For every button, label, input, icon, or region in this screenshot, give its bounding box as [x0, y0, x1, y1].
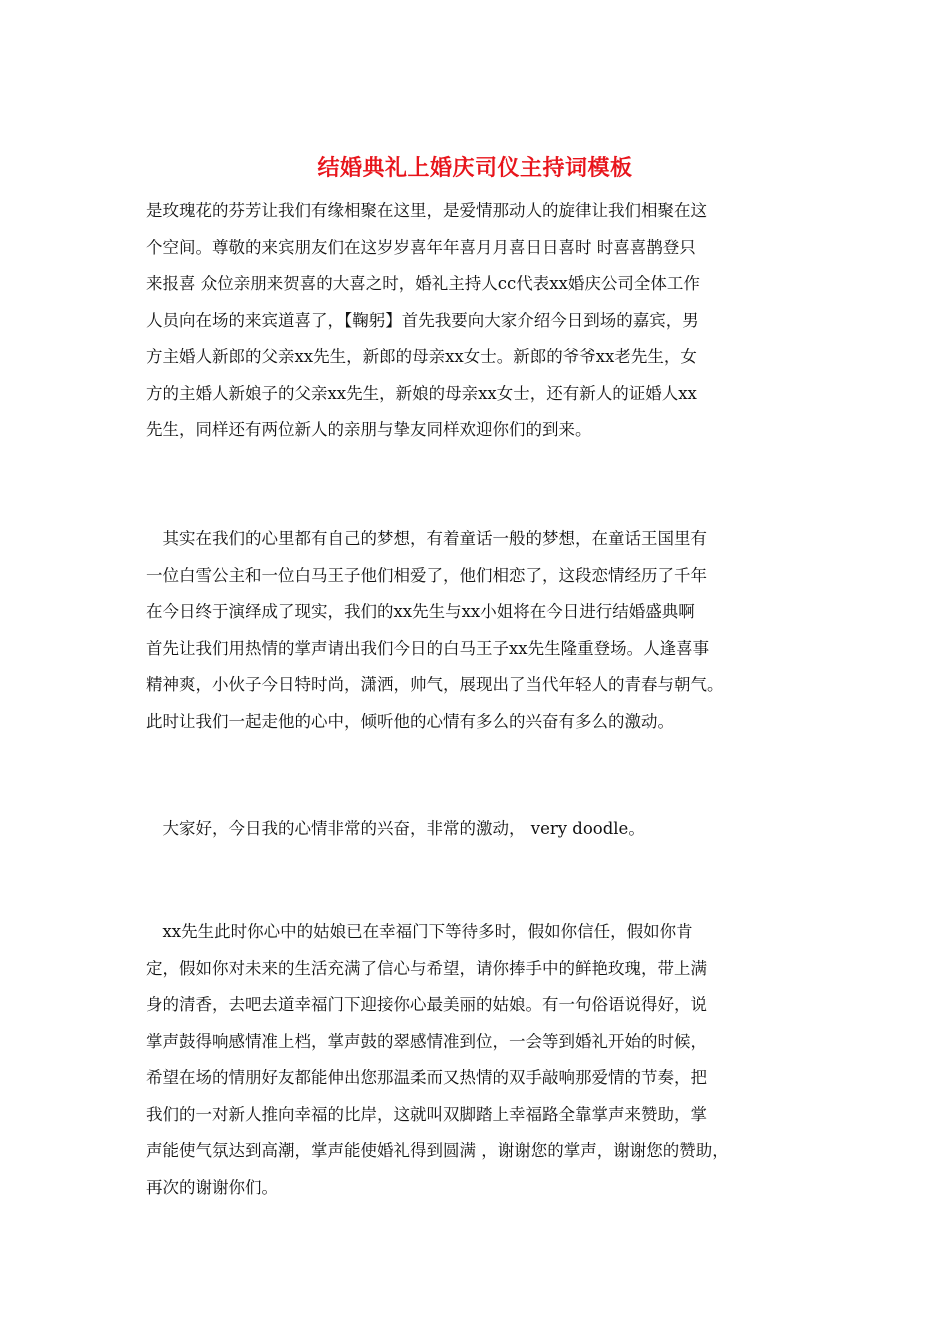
paragraph-line: 我们的一对新人推向幸福的比岸，这就叫双脚踏上幸福路全靠掌声来赞助，掌 [146, 1104, 707, 1124]
paragraph-4 [146, 914, 836, 1206]
paragraph-line: 精神爽，小伙子今日特时尚，潇洒，帅气，展现出了当代年轻人的青春与朝气。 [146, 675, 724, 694]
paragraph-line: 个空间。尊敬的来宾朋友们在这岁岁喜年年喜月月喜日日喜时 时喜喜鹊登只 [146, 237, 696, 257]
paragraph-line: 身的清香，去吧去道幸福门下迎接你心最美丽的姑娘。有一句俗语说得好，说 [146, 995, 707, 1014]
paragraph-line: 方的主婚人新娘子的父亲xx先生，新娘的母亲xx女士，还有新人的证婚人xx [146, 383, 697, 403]
paragraph-line: 先生，同样还有两位新人的亲朋与挚友同样欢迎你们的到来。 [146, 420, 592, 439]
paragraph-line: 是玫瑰花的芬芳让我们有缘相聚在这里，是爱情那动人的旋律让我们相聚在这 [146, 201, 707, 220]
paragraph-1 [146, 193, 836, 449]
document-title: 结婚典礼上婚庆司仪主持词模板 [317, 155, 633, 181]
paragraph-2 [146, 521, 836, 740]
paragraph-line: 大家好，今日我的心情非常的兴奋，非常的激动， very doodle。 [146, 819, 645, 838]
paragraph-3 [146, 811, 836, 848]
paragraph-line: 一位白雪公主和一位白马王子他们相爱了，他们相恋了，这段恋情经历了千年 [146, 565, 707, 585]
paragraph-line: 人员向在场的来宾道喜了，【鞠躬】首先我要向大家介绍今日到场的嘉宾，男 [146, 310, 699, 330]
paragraph-line: xx先生此时你心中的姑娘已在幸福门下等待多时，假如你信任，假如你肯 [146, 922, 693, 941]
paragraph-line: 掌声鼓得响感情准上档，掌声鼓的翠感情准到位，一会等到婚礼开始的时候， [146, 1031, 707, 1051]
paragraph-line: 声能使气氛达到高潮，掌声能使婚礼得到圆满 ，谢谢您的掌声，谢谢您的赞助， [146, 1141, 729, 1160]
paragraph-line: 定，假如你对未来的生活充满了信心与希望，请你捧手中的鲜艳玫瑰，带上满 [146, 958, 707, 978]
paragraph-line: 来报喜 众位亲朋来贺喜的大喜之时，婚礼主持人cc代表xx婚庆公司全体工作 [146, 274, 700, 293]
paragraph-line: 在今日终于演绎成了现实，我们的xx先生与xx小姐将在今日进行结婚盛典啊 [146, 602, 695, 621]
paragraph-line: 此时让我们一起走他的心中，倾听他的心情有多么的兴奋有多么的激动。 [146, 711, 674, 731]
paragraph-line: 首先让我们用热情的掌声请出我们今日的白马王子xx先生隆重登场。人逢喜事 [146, 638, 710, 658]
paragraph-line: 再次的谢谢你们。 [146, 1177, 278, 1197]
paragraph-line: 希望在场的情朋好友都能伸出您那温柔而又热情的双手敲响那爱情的节奏，把 [146, 1068, 707, 1087]
paragraph-line: 其实在我们的心里都有自己的梦想，有着童话一般的梦想，在童话王国里有 [146, 529, 707, 548]
paragraph-line: 方主婚人新郎的父亲xx先生，新郎的母亲xx女士。新郎的爷爷xx老先生，女 [146, 347, 697, 366]
